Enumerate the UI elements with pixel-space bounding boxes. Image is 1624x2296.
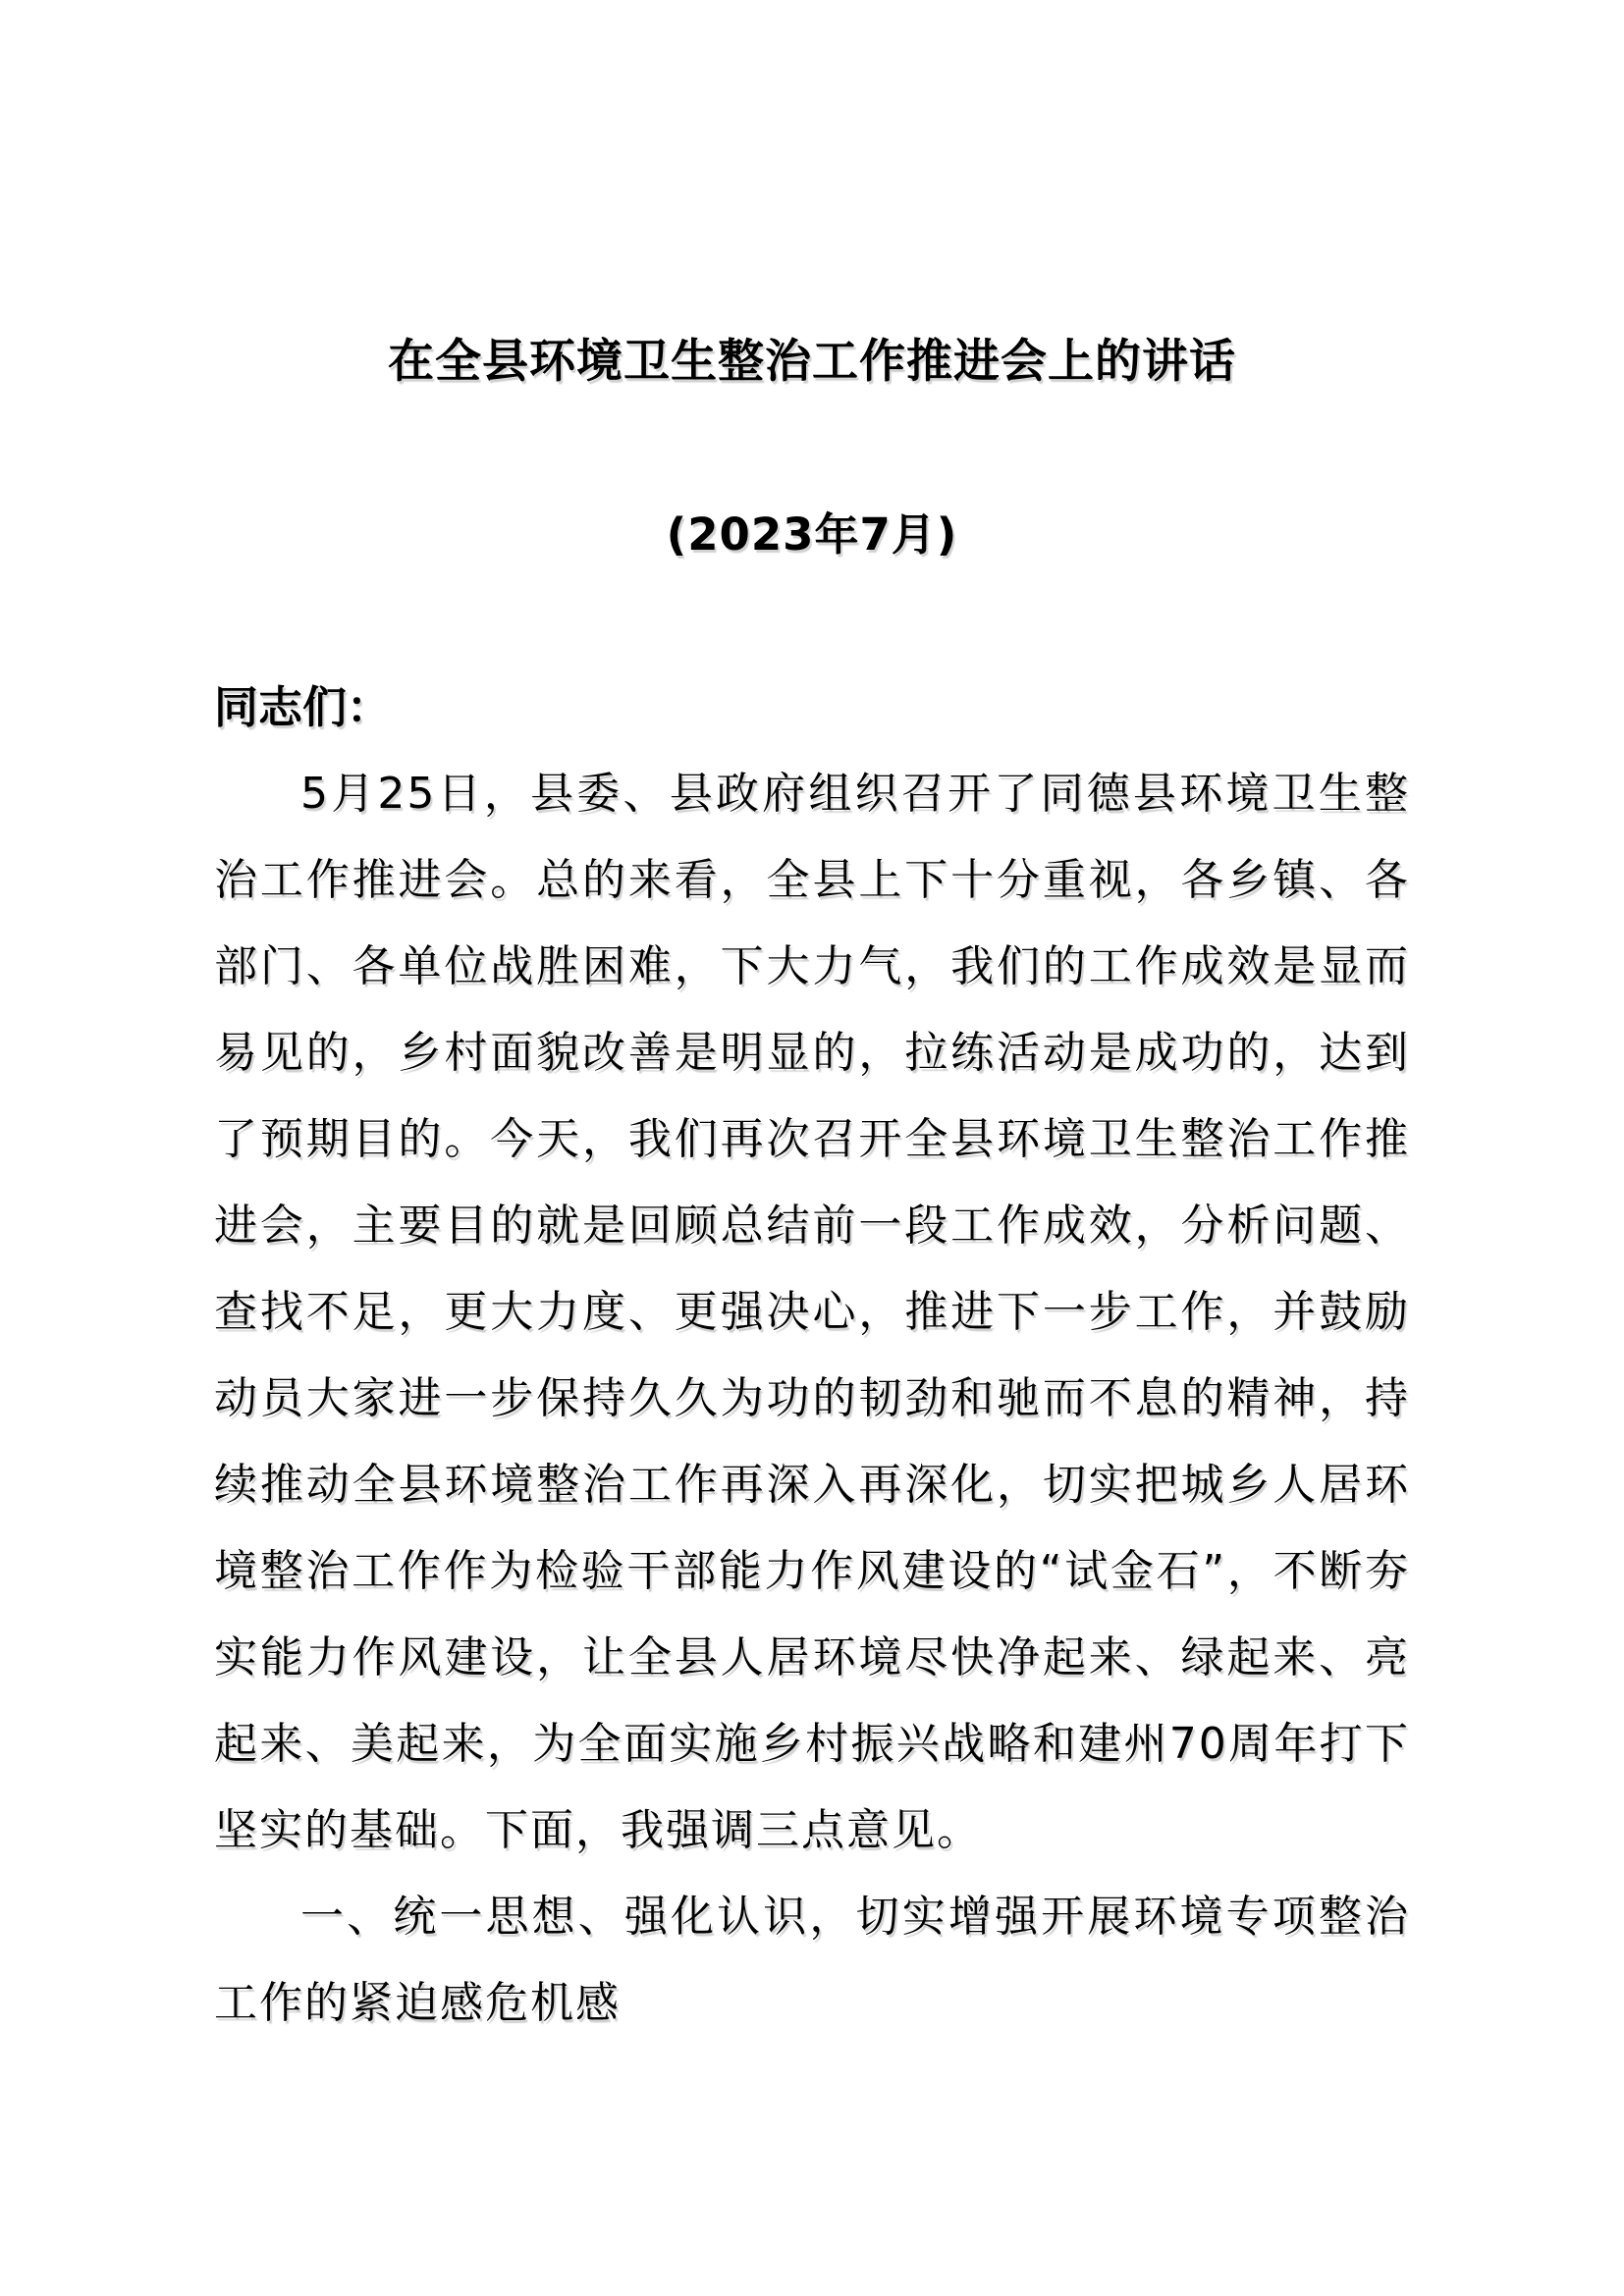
salutation: 同志们： (214, 681, 392, 733)
document-date: (2023年7月) (666, 508, 958, 561)
document-title: 在全县环境卫生整治工作推进会上的讲话 (388, 335, 1236, 389)
body-paragraph-1: 5月25日，县委、县政府组织召开了同德县环境卫生整治工作推进会。总的来看，全县上下十分重视，各乡镇、各部门、各单位战胜困难，下大力气，我们的工作成效是显而易见的，乡村面貌改善是明显的，拉练活动是成功的，达到了预期目的。今天，我们再次召开全县环境卫生整治工作推进会，主要目的就是回顾总结前一段工作成效，分析问题、查找不足，更大力度、更强决心，推进下一步工作，并鼓励动员大家进一步保持久久为功的韧劲和驰而不息的精神，持续推动全县环境整治工作再深入再深化，切实把城乡人居环境整治工作作为检验干部能力作风建设的“试金石”，不断夯实能力作风建设，让全县人居环境尽快净起来、绿起来、亮起来、美起来，为全面实施乡村振兴战略和建州70周年打下坚实的基础。下面，我强调三点意见。 (214, 769, 1410, 1855)
body-paragraph-2: 一、统一思想、强化认识，切实增强开展环境专项整治工作的紧迫感危机感 (214, 1892, 1410, 2028)
